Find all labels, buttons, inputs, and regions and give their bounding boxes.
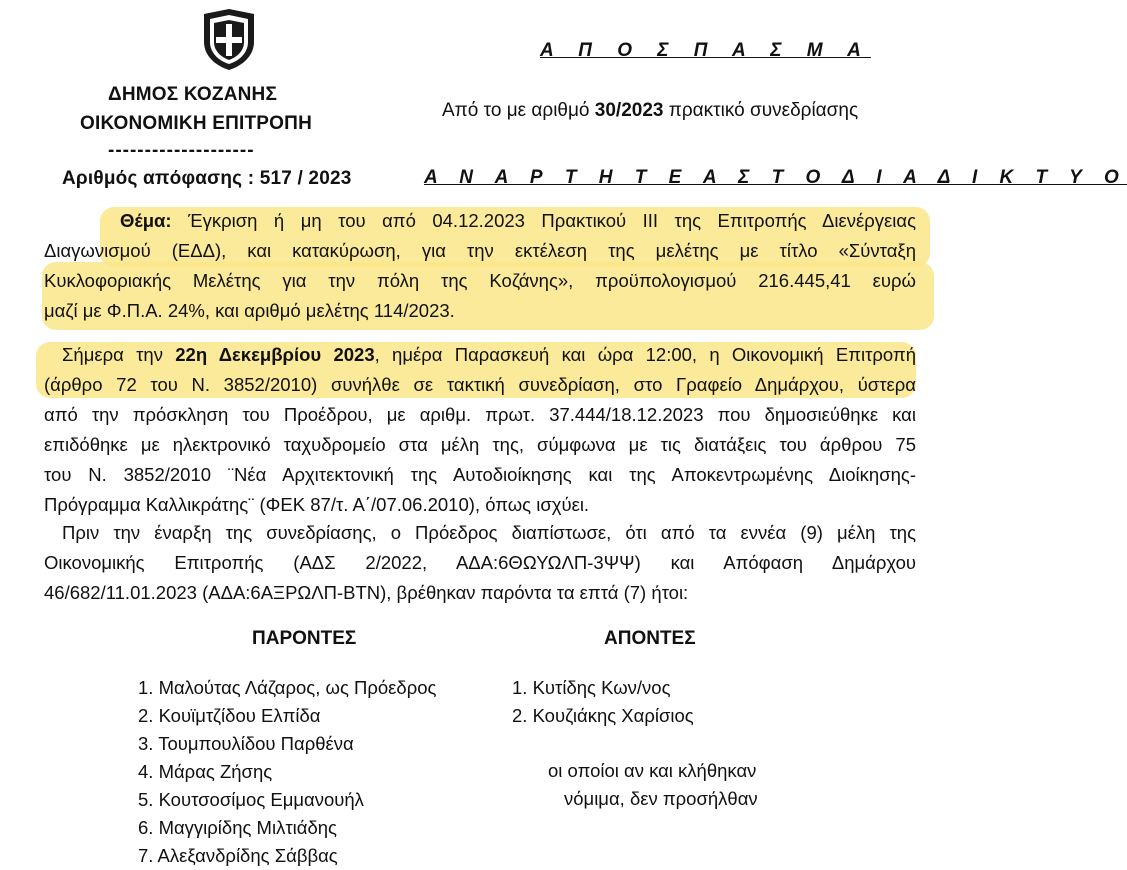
present-heading: ΠΑΡΟΝΤΕΣ	[252, 628, 357, 649]
subject-line-2: Διαγωνισμού (ΕΔΔ), και κατακύρωση, για την εκτέλεση της μελέτης με τίτλο «Σύνταξη	[44, 240, 916, 261]
meeting-line-6: Πρόγραμμα Καλλικράτης¨ (ΦΕΚ 87/τ. Α΄/07.06.2010), όπως ισχύει.	[44, 494, 590, 515]
quorum-line-2: Οικονομικής Επιτροπής (ΑΔΣ 2/2022, ΑΔΑ:6ΘΩΥΩΛΠ-3ΨΨ) και Απόφαση Δημάρχου	[44, 552, 916, 573]
committee-name: ΟΙΚΟΝΟΜΙΚΗ ΕΠΙΤΡΟΠΗ	[80, 113, 312, 134]
present-list	[138, 674, 436, 870]
quorum-line-1: Πριν την έναρξη της συνεδρίασης, ο Πρόεδρος διαπίστωσε, ότι από τα εννέα (9) μέλη της	[62, 522, 916, 543]
subject-line-1	[44, 206, 916, 236]
quorum-line-3: 46/682/11.01.2023 (ΑΔΑ:6ΑΞΡΩΛΠ-ΒΤΝ), βρέθηκαν παρόντα τα επτά (7) ήτοι:	[44, 582, 689, 603]
list-item: 1. Μαλούτας Λάζαρος, ως Πρόεδρος	[138, 677, 437, 698]
meeting-text-post: , ημέρα Παρασκευή και ώρα 12:00, η Οικονομική Επιτροπή	[374, 344, 916, 365]
meeting-date: 22η Δεκεμβρίου 2023	[175, 344, 375, 365]
decision-label: Αριθμός απόφασης	[62, 168, 243, 189]
minutes-prefix: Από το με αριθμό	[442, 100, 595, 121]
decision-number-line	[62, 168, 352, 190]
list-item: 6. Μαγγιρίδης Μιλτιάδης	[138, 817, 337, 838]
greek-emblem-icon	[196, 6, 262, 72]
municipality-name: ΔΗΜΟΣ ΚΟΖΑΝΗΣ	[108, 84, 278, 105]
list-item: 3. Τουμπουλίδου Παρθένα	[138, 733, 354, 754]
publish-notice: Α Ν Α Ρ Τ Η Τ Ε Α Σ Τ Ο Δ Ι Α Δ Ι Κ Τ Υ Ο	[424, 167, 1127, 188]
absent-heading: ΑΠΟΝΤΕΣ	[604, 628, 696, 649]
minutes-number: 30/2023	[594, 100, 664, 121]
absent-note-line-1: οι οποίοι αν και κλήθηκαν	[548, 760, 757, 781]
list-item: 5. Κουτσοσίμος Εμμανουήλ	[138, 789, 364, 810]
subject-line-3: Κυκλοφοριακής Μελέτης για την πόλη της Κοζάνης», προϋπολογισμού 216.445,41 ευρώ	[44, 270, 916, 291]
meeting-line-4: επιδόθηκε με ηλεκτρονικό ταχυδρομείο στα μέλη της, σύμφωνα με τις διατάξεις του άρθρου 75	[44, 434, 916, 455]
list-item: 2. Κουζιάκης Χαρίσιος	[512, 705, 694, 726]
list-item: 7. Αλεξανδρίδης Σάββας	[138, 845, 338, 866]
list-item: 2. Κουϊμτζίδου Ελπίδα	[138, 705, 321, 726]
subject-text-1: Έγκριση ή μη του από 04.12.2023 Πρακτικού ΙΙΙ της Επιτροπής Διενέργειας	[171, 210, 916, 231]
absent-list	[512, 674, 694, 730]
meeting-line-1	[44, 340, 916, 370]
meeting-paragraph	[44, 340, 916, 520]
meeting-line-3: από την πρόσκληση του Προέδρου, με αριθμ. πρωτ. 37.444/18.12.2023 που δημοσιεύθηκε και	[44, 404, 916, 425]
meeting-line-5: του Ν. 3852/2010 ¨Νέα Αρχιτεκτονική της Αυτοδιοίκησης και της Αποκεντρωμένης Διοίκησης-	[44, 464, 916, 485]
document-title: Α Π Ο Σ Π Α Σ Μ Α	[540, 40, 871, 61]
subject-line-4: μαζί με Φ.Π.Α. 24%, και αριθμό μελέτης 114/2023.	[44, 300, 455, 321]
header-separator: --------------------	[108, 140, 255, 161]
list-item: 1. Κυτίδης Κων/νος	[512, 677, 671, 698]
minutes-reference	[442, 100, 858, 122]
absent-note-line-2: νόμιμα, δεν προσήλθαν	[564, 788, 758, 809]
minutes-suffix: πρακτικό συνεδρίασης	[663, 100, 859, 121]
subject-label: Θέμα:	[120, 210, 172, 231]
quorum-paragraph	[44, 518, 916, 608]
decision-number: : 517 / 2023	[247, 168, 352, 189]
list-item: 4. Μάρας Ζήσης	[138, 761, 273, 782]
subject-paragraph	[44, 206, 916, 326]
meeting-line-2: (άρθρο 72 του Ν. 3852/2010) συνήλθε σε τακτική συνεδρίαση, στο Γραφείο Δημάρχου, ύστερα	[44, 374, 916, 395]
meeting-text-pre: Σήμερα την	[62, 344, 176, 365]
